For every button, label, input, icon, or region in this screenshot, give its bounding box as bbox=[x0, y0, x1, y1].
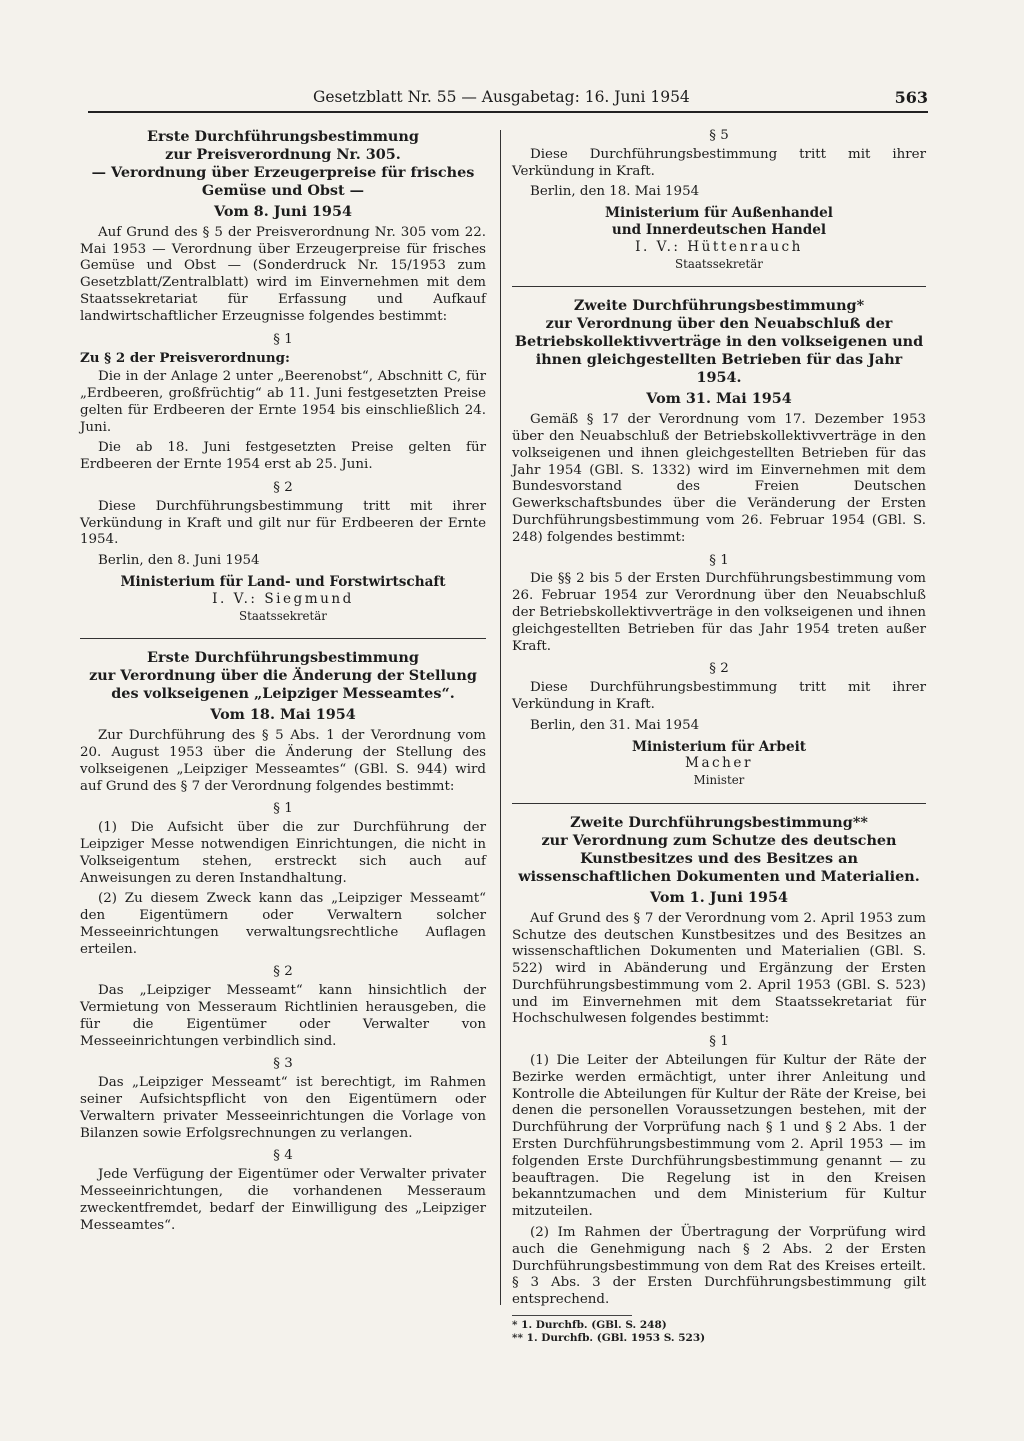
doc2-ministry-line-2: und Innerdeutschen Handel bbox=[611, 221, 827, 238]
doc4-section-1-para-1: (1) Die Leiter der Abteilungen für Kultur der Räte der Bezirke werden ermächtigt, unter ihrer Anleitung und Kontrolle die Abteilungen für Kultur der Räte der Kreise, bei denen die personellen Voraussetzungen bestehen, mit der Durchführung der Vorprüfung nach § 1 und § 2 Abs. 1 der Ersten Durchführungsbestimmung vom 2. April 1953 — im folgenden Erste Durchführungsbestimmung genannt — zu beauftragen. Die Regelung ist in den Kreisen bekanntzumachen und dem Ministerium für Kultur mitzuteilen. bbox=[512, 1053, 926, 1220]
doc3-title-line-2: zur Verordnung über den Neuabschluß der Betriebskollektivverträge in den volkseigenen und ihnen gleichgestellten Betrieben für das Jahr 1954. bbox=[514, 315, 924, 387]
right-column bbox=[512, 128, 926, 1345]
doc3-signer-role: Minister bbox=[693, 773, 745, 788]
footnote-2: ** 1. Durchfb. (GBl. 1953 S. 523) bbox=[512, 1332, 706, 1345]
doc1-section-2: § 2 bbox=[273, 479, 293, 495]
doc2-title-line-3: des volkseigenen „Leipziger Messeamtes“. bbox=[111, 685, 455, 703]
doc2-date: Vom 18. Mai 1954 bbox=[210, 706, 356, 724]
doc2-section-5: § 5 bbox=[709, 128, 729, 143]
doc3-signer: Macher bbox=[685, 755, 753, 772]
doc3-date: Vom 31. Mai 1954 bbox=[646, 390, 792, 408]
doc2-section-1-para-2: (2) Zu diesem Zweck kann das „Leipziger Messeamt“ den Eigentümern oder Verwaltern solcher Messeeinrichtungen verwaltungsrechtliche Auflagen erteilen. bbox=[80, 891, 486, 957]
doc1-date: Vom 8. Juni 1954 bbox=[214, 203, 352, 220]
doc1-title-line-4: Gemüse und Obst — bbox=[201, 182, 365, 199]
doc3-section-2: § 2 bbox=[709, 661, 729, 677]
doc2-section-4: § 4 bbox=[273, 1148, 293, 1164]
doc2-place-date: Berlin, den 18. Mai 1954 bbox=[530, 184, 700, 200]
section-separator bbox=[80, 638, 486, 639]
page-number: 563 bbox=[894, 88, 928, 107]
doc1-section-1-para-1: Die in der Anlage 2 unter „Beerenobst“, Abschnitt C, für „Erdbeeren, großfrüchtig“ ab 11. Juni festgesetzten Preise gelten für Erdbeeren der Ernte 1954 bis einschließlich 24. Juni. bbox=[80, 369, 486, 435]
doc2-signer: I. V.: Hüttenrauch bbox=[635, 238, 803, 255]
doc1-section-1-heading: Zu § 2 der Preisverordnung: bbox=[80, 350, 290, 367]
doc2-section-4-para-1: Jede Verfügung der Eigentümer oder Verwalter privater Messeeinrichtungen, die vorhandenen Messeraum zweckentfremdet, bedarf der Einwilligung des „Leipziger Messeamtes“. bbox=[80, 1167, 486, 1233]
doc2-section-2: § 2 bbox=[273, 964, 293, 980]
doc1-intro: Auf Grund des § 5 der Preisverordnung Nr. 305 vom 22. Mai 1953 — Verordnung über Erzeugerpreise für frisches Gemüse und Obst — (Sonderdruck Nr. 15/1953 zum Gesetzblatt/Zentralblatt) wird im Einvernehmen mit dem Staatssekretariat für Erfassung und Aufkauf landwirtschaftlicher Erzeugnisse folgendes bestimmt: bbox=[80, 224, 486, 324]
doc1-section-1-para-2: Die ab 18. Juni festgesetzten Preise gelten für Erdbeeren der Ernte 1954 erst ab 25. Juni. bbox=[80, 440, 486, 473]
doc2-signer-role: Staatssekretär bbox=[675, 256, 763, 271]
footnote-1: * 1. Durchfb. (GBl. S. 248) bbox=[512, 1319, 667, 1332]
doc3-ministry: Ministerium für Arbeit bbox=[631, 738, 807, 755]
doc1-ministry: Ministerium für Land- und Forstwirtschaft bbox=[120, 573, 446, 590]
section-separator bbox=[512, 286, 926, 287]
doc3-section-2-para-1: Diese Durchführungsbestimmung tritt mit ihrer Verkündung in Kraft. bbox=[512, 680, 926, 712]
doc2-ministry-line-1: Ministerium für Außenhandel bbox=[605, 205, 833, 222]
doc3-section-1: § 1 bbox=[709, 552, 729, 568]
doc3-intro: Gemäß § 17 der Verordnung vom 17. Dezember 1953 über den Neuabschluß der Betriebskollektivverträge in den volkseigenen und ihnen gleichgestellten Betrieben für das Jahr 1954 (GBl. S. 1332) wird im Einvernehmen mit dem Bundesvorstand des Freien Deutschen Gewerkschaftsbundes über die Veränderung der Ersten Durchführungsbestimmung vom 26. Februar 1954 (GBl. S. 248) folgendes bestimmt: bbox=[512, 412, 926, 545]
doc4-title-line-2: zur Verordnung zum Schutze des deutschen Kunstbesitzes und des Besitzes an wissenschaftlichen Dokumenten und Materialien. bbox=[518, 831, 920, 885]
doc3-section-1-para-1: Die §§ 2 bis 5 der Ersten Durchführungsbestimmung vom 26. Februar 1954 zur Verordnung über den Neuabschluß der Betriebskollektivverträge in den volkseigenen und ihnen gleichgestellten Betrieben für das Jahr 1954 treten außer Kraft. bbox=[512, 571, 926, 654]
doc2-section-5-para-1: Diese Durchführungsbestimmung tritt mit ihrer Verkündung in Kraft. bbox=[512, 146, 926, 179]
footnote-rule bbox=[512, 1315, 632, 1316]
doc2-section-3: § 3 bbox=[273, 1056, 293, 1072]
doc2-section-3-para-1: Das „Leipziger Messeamt“ ist berechtigt, im Rahmen seiner Aufsichtspflicht von den Eigentümern oder Verwaltern privater Messeeinrichtungen die Vorlage von Bilanzen sowie Erfolgsrechnungen zu verlangen. bbox=[80, 1075, 486, 1141]
doc4-intro: Auf Grund des § 7 der Verordnung vom 2. April 1953 zum Schutze des deutschen Kunstbesitzes und des Besitzes an wissenschaftlichen Dokumenten und Materialien (GBl. S. 522) wird in Abänderung und Ergänzung der Ersten Durchführungsbestimmung vom 2. April 1953 (GBl. S. 523) und im Einvernehmen mit dem Staatssekretariat für Hochschulwesen folgendes bestimmt: bbox=[512, 910, 926, 1027]
gazette-title: Gesetzblatt Nr. 55 — Ausgabetag: 16. Juni 1954 bbox=[313, 88, 690, 106]
doc2-section-2-para-1: Das „Leipziger Messeamt“ kann hinsichtlich der Vermietung von Messeraum Richtlinien herausgeben, die für die Eigentümer oder Verwalter von Messeeinrichtungen verbindlich sind. bbox=[80, 983, 486, 1049]
doc4-section-1-para-2: (2) Im Rahmen der Übertragung der Vorprüfung wird auch die Genehmigung nach § 2 Abs. 2 der Ersten Durchführungsbestimmung von dem Rat des Kreises erteilt. § 3 Abs. 3 der Ersten Durchführungsbestimmung gilt entsprechend. bbox=[512, 1225, 926, 1308]
doc2-title-line-1: Erste Durchführungsbestimmung bbox=[147, 649, 419, 667]
doc1-signer: I. V.: Siegmund bbox=[212, 590, 354, 607]
doc2-title-line-2: zur Verordnung über die Änderung der Stellung bbox=[89, 667, 477, 685]
page-header bbox=[88, 88, 928, 110]
doc1-section-1: § 1 bbox=[273, 331, 293, 347]
doc2-section-1: § 1 bbox=[273, 801, 293, 817]
column-divider bbox=[500, 130, 501, 1305]
doc1-title-line-3: — Verordnung über Erzeugerpreise für frisches bbox=[91, 164, 475, 181]
doc1-section-2-para-1: Diese Durchführungsbestimmung tritt mit ihrer Verkündung in Kraft und gilt nur für Erdbeeren der Ernte 1954. bbox=[80, 498, 486, 548]
doc4-title-line-1: Zweite Durchführungsbestimmung** bbox=[570, 813, 868, 831]
doc4-section-1: § 1 bbox=[709, 1034, 729, 1050]
doc1-title-line-2: zur Preisverordnung Nr. 305. bbox=[165, 146, 401, 163]
left-column bbox=[80, 128, 486, 1238]
header-rule bbox=[88, 111, 928, 113]
doc3-place-date: Berlin, den 31. Mai 1954 bbox=[530, 717, 700, 733]
doc1-place-date: Berlin, den 8. Juni 1954 bbox=[98, 553, 260, 569]
doc3-title-line-1: Zweite Durchführungsbestimmung* bbox=[573, 297, 865, 315]
doc1-title-line-1: Erste Durchführungsbestimmung bbox=[147, 128, 419, 145]
doc1-signer-role: Staatssekretär bbox=[239, 608, 327, 623]
doc2-section-1-para-1: (1) Die Aufsicht über die zur Durchführung der Leipziger Messe notwendigen Einrichtungen, die nicht in Volkseigentum stehen, erstreckt sich auch auf Anweisungen zu deren Instandhaltung. bbox=[80, 820, 486, 886]
doc4-date: Vom 1. Juni 1954 bbox=[650, 888, 788, 906]
section-separator bbox=[512, 803, 926, 804]
doc2-intro: Zur Durchführung des § 5 Abs. 1 der Verordnung vom 20. August 1953 über die Änderung der Stellung des volkseigenen „Leipziger Messeamtes“ (GBl. S. 944) wird auf Grund des § 7 der Verordnung folgendes bestimmt: bbox=[80, 728, 486, 794]
